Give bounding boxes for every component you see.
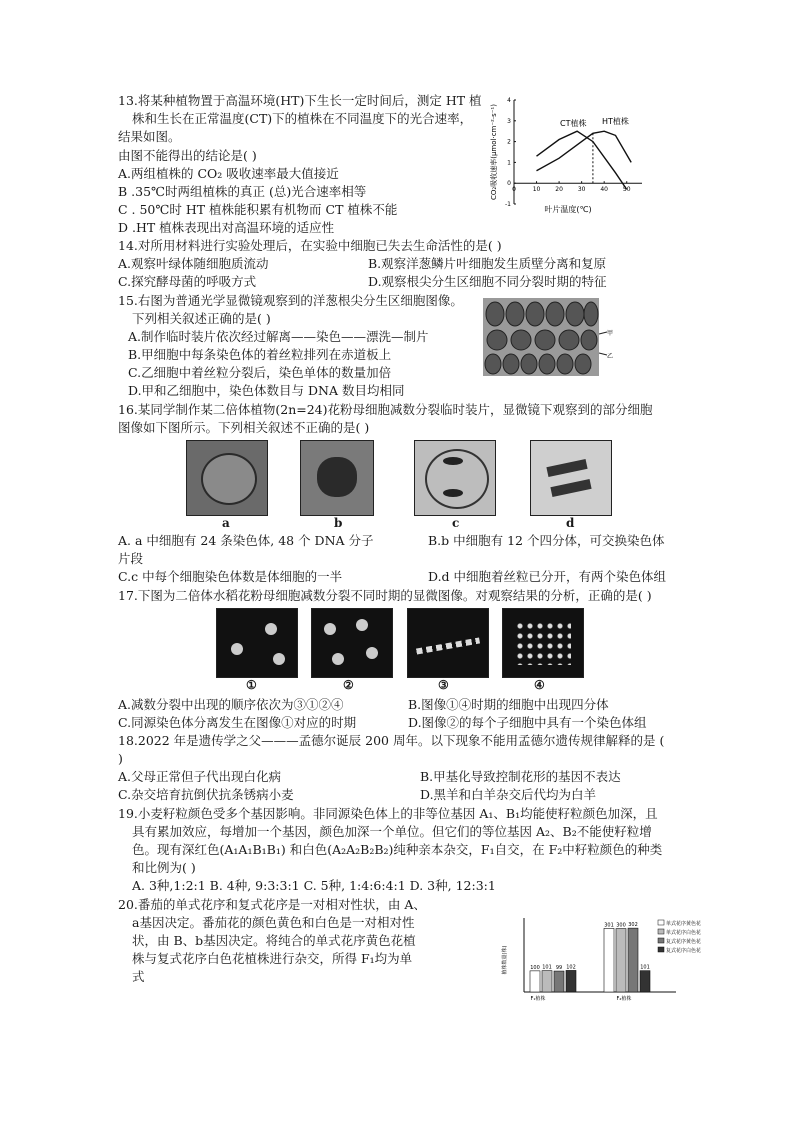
series-label-ht: HT植株	[602, 117, 629, 126]
q17-option-a: A.减数分裂中出现的顺序依次为③①②④	[118, 697, 344, 712]
q15-option-c: C.乙细胞中着丝粒分裂后，染色单体的数量加倍	[128, 365, 392, 380]
q18-option-c: C.杂交培育抗倒伏抗条锈病小麦	[118, 787, 294, 802]
q19-options: A. 3种,1:2:1 B. 4种, 9:3:3:1 C. 5种, 1:4:6:4:1 D. 3种, 12:3:1	[132, 878, 496, 893]
y-axis-label: CO₂吸收速率(μmol·cm⁻²·s⁻¹)	[490, 104, 498, 200]
q15-root-tip-micrograph	[483, 298, 615, 378]
legend-label: 复式花序白色花	[666, 948, 702, 954]
q13-option-d: D .HT 植株表现出对高温环境的适应性	[118, 220, 335, 235]
q13-stem-line2: 株和生长在正常温度(CT)下的植株在不同温度下的光合速率，	[132, 111, 473, 126]
q20-stem-line4: 株与复式花序白色花植株进行杂交，所得 F₁均为单	[132, 951, 413, 966]
q18-option-d: D.黑羊和白羊杂交后代均为白羊	[420, 787, 597, 802]
bar	[566, 970, 576, 992]
y-tick-label: 0	[507, 180, 511, 188]
q17-label-4: ④	[534, 678, 545, 692]
legend-label: 复式花序黄色花	[666, 939, 702, 945]
q13-stem-line1: 13.将某种植物置于高温环境(HT)下生长一定时间后，测定 HT 植	[118, 93, 482, 108]
bar	[530, 971, 540, 992]
q18-stem-line2: )	[118, 751, 123, 766]
bar-value-label: 101	[640, 964, 650, 971]
q16-option-a: A. a 中细胞有 24 条染色体, 48 个 DNA 分子	[118, 533, 374, 548]
q15-stem-line2: 下列相关叙述正确的是( )	[132, 311, 271, 326]
label-jia: 甲	[607, 330, 614, 337]
bar-value-label: 100	[530, 964, 540, 971]
q17-micrograph-2	[311, 608, 393, 678]
q16-micrograph-c	[414, 440, 496, 516]
q19-stem-line3: 色。现有深红色(A₁A₁B₁B₁) 和白色(A₂A₂B₂B₂)纯种亲本杂交，F₁自交，在 F₂中籽粒颜色的种类	[132, 842, 663, 857]
bar	[640, 971, 650, 992]
q17-option-b: B.图像①④时期的细胞中出现四分体	[408, 697, 609, 712]
bar-y-axis-label: 植株数量(株)	[502, 945, 508, 975]
series-label-ct: CT植株	[560, 119, 587, 128]
q13-option-b: B .35℃时两组植株的真正 (总)光合速率相等	[118, 184, 367, 199]
category-label-f2: F₂植株	[616, 996, 632, 1002]
q19-stem-line1: 19.小麦籽粒颜色受多个基因影响。非同源染色体上的非等位基因 A₁、B₁均能使籽粒颜色加深，且	[118, 806, 658, 821]
q16-option-b: B.b 中细胞有 12 个四分体，可交换染色体	[428, 533, 665, 548]
q17-label-1: ①	[246, 678, 257, 692]
chart-series	[537, 131, 632, 189]
q14-option-d: D.观察根尖分生区细胞不同分裂时期的特征	[368, 274, 607, 289]
y-tick-label: 2	[507, 138, 511, 146]
q17-micrograph-1	[216, 608, 298, 678]
x-axis-label: 叶片温度(℃)	[544, 205, 592, 214]
q16-label-a: a	[222, 516, 230, 530]
q16-micrograph-a	[186, 440, 268, 516]
q15-option-d: D.甲和乙细胞中，染色体数目与 DNA 数目均相同	[128, 383, 405, 398]
bar	[604, 928, 614, 992]
q14-option-a: A.观察叶绿体随细胞质流动	[118, 256, 269, 271]
legend-swatch	[658, 947, 664, 952]
bar-value-label: 99	[555, 965, 563, 972]
q16-option-b-cont: 片段	[118, 551, 144, 566]
q13-option-a: A.两组植株的 CO₂ 吸收速率最大值接近	[118, 166, 339, 181]
q16-option-c: C.c 中每个细胞染色体数是体细胞的一半	[118, 569, 343, 584]
q16-stem-line2: 图像如下图所示。下列相关叙述不正确的是( )	[118, 420, 370, 435]
q20-stem-line5: 式	[132, 969, 145, 984]
bar-value-label: 101	[542, 964, 552, 971]
series-line-ct	[537, 131, 627, 189]
q17-micrograph-3	[407, 608, 489, 678]
q16-stem-line1: 16.某同学制作某二倍体植物(2n=24)花粉母细胞减数分裂临时装片，显微镜下观察到的部分细胞	[118, 402, 653, 417]
x-tick-label: 10	[532, 186, 541, 194]
q20-bar-chart	[498, 912, 720, 1004]
bar	[616, 929, 626, 992]
q18-stem-line1: 18.2022 年是遗传学之父———孟德尔诞辰 200 周年。以下现象不能用孟德尔遗传规律解释的是 (	[118, 733, 665, 748]
bar-value-label: 301	[604, 922, 614, 929]
bar	[542, 971, 552, 992]
q17-option-d: D.图像②的每个子细胞中具有一个染色体组	[408, 715, 647, 730]
q15-option-b: B.甲细胞中每条染色体的着丝粒排列在赤道板上	[128, 347, 392, 362]
bar-chart-legend	[658, 920, 701, 954]
q17-option-c: C.同源染色体分离发生在图像①对应的时期	[118, 715, 357, 730]
legend-swatch	[658, 929, 664, 934]
q17-label-2: ②	[343, 678, 354, 692]
legend-label: 单式花序黄色花	[666, 921, 702, 927]
label-yi: 乙	[607, 353, 614, 360]
q19-stem-line2: 具有累加效应，每增加一个基因，颜色加深一个单位。但它们的等位基因 A₂、B₂不能使籽粒增	[132, 824, 652, 839]
y-tick-label: 1	[507, 159, 511, 167]
x-tick-label: 50	[622, 186, 631, 194]
q13-stem-line3: 结果如图。	[118, 129, 181, 144]
y-tick-label: 3	[507, 117, 511, 125]
q18-option-b: B.甲基化导致控制花形的基因不表达	[420, 769, 621, 784]
bar	[628, 928, 638, 992]
q19-stem-line4: 和比例为( )	[132, 860, 196, 875]
q14-option-c: C.探究酵母菌的呼吸方式	[118, 274, 257, 289]
x-tick-label: 40	[600, 186, 609, 194]
q15-stem-line1: 15.右图为普通光学显微镜观察到的洋葱根尖分生区细胞图像。	[118, 293, 463, 308]
bar-value-label: 102	[566, 964, 576, 971]
q14-stem: 14.对所用材料进行实验处理后，在实验中细胞已失去生命活性的是( )	[118, 238, 502, 253]
q16-micrograph-b	[300, 440, 374, 516]
q16-label-c: c	[452, 516, 460, 530]
legend-swatch	[658, 920, 664, 925]
q17-label-3: ③	[438, 678, 449, 692]
q13-stem-line4: 由图不能得出的结论是( )	[118, 148, 257, 163]
q13-line-chart	[478, 92, 658, 217]
bar-chart-bars	[530, 922, 650, 992]
q15-option-a: A.制作临时装片依次经过解离——染色——漂洗—制片	[128, 329, 429, 344]
q20-stem-line2: a基因决定。番茄花的颜色黄色和白色是一对相对性	[132, 915, 415, 930]
bar	[554, 971, 564, 992]
q16-label-d: d	[566, 516, 575, 530]
legend-label: 单式花序白色花	[666, 930, 702, 936]
q17-micrograph-4	[502, 608, 584, 678]
series-line-ht	[537, 131, 632, 171]
category-label-f1: F₁植株	[530, 996, 546, 1002]
q16-option-d: D.d 中细胞着丝粒已分开，有两个染色体组	[428, 569, 667, 584]
x-tick-label: 0	[512, 186, 516, 194]
x-tick-label: 30	[577, 186, 586, 194]
q17-stem: 17.下图为二倍体水稻花粉母细胞减数分裂不同时期的显微图像。对观察结果的分析，正确的是( )	[118, 588, 652, 603]
q18-option-a: A.父母正常但子代出现白化病	[118, 769, 282, 784]
q14-option-b: B.观察洋葱鳞片叶细胞发生质壁分离和复原	[368, 256, 607, 271]
q16-label-b: b	[334, 516, 343, 530]
x-tick-label: 20	[555, 186, 563, 194]
y-tick-label: 4	[507, 97, 511, 104]
q16-micrograph-d	[530, 440, 612, 516]
legend-swatch	[658, 938, 664, 943]
q20-stem-line1: 20.番茄的单式花序和复式花序是一对相对性状，由 A、	[118, 897, 426, 912]
q20-stem-line3: 状，由 B、b基因决定。将纯合的单式花序黄色花植	[132, 933, 416, 948]
bar-value-label: 302	[628, 922, 638, 929]
y-tick-label: -1	[505, 201, 511, 208]
q13-option-c: C . 50℃时 HT 植株能积累有机物而 CT 植株不能	[118, 202, 398, 217]
bar-value-label: 300	[616, 922, 626, 929]
